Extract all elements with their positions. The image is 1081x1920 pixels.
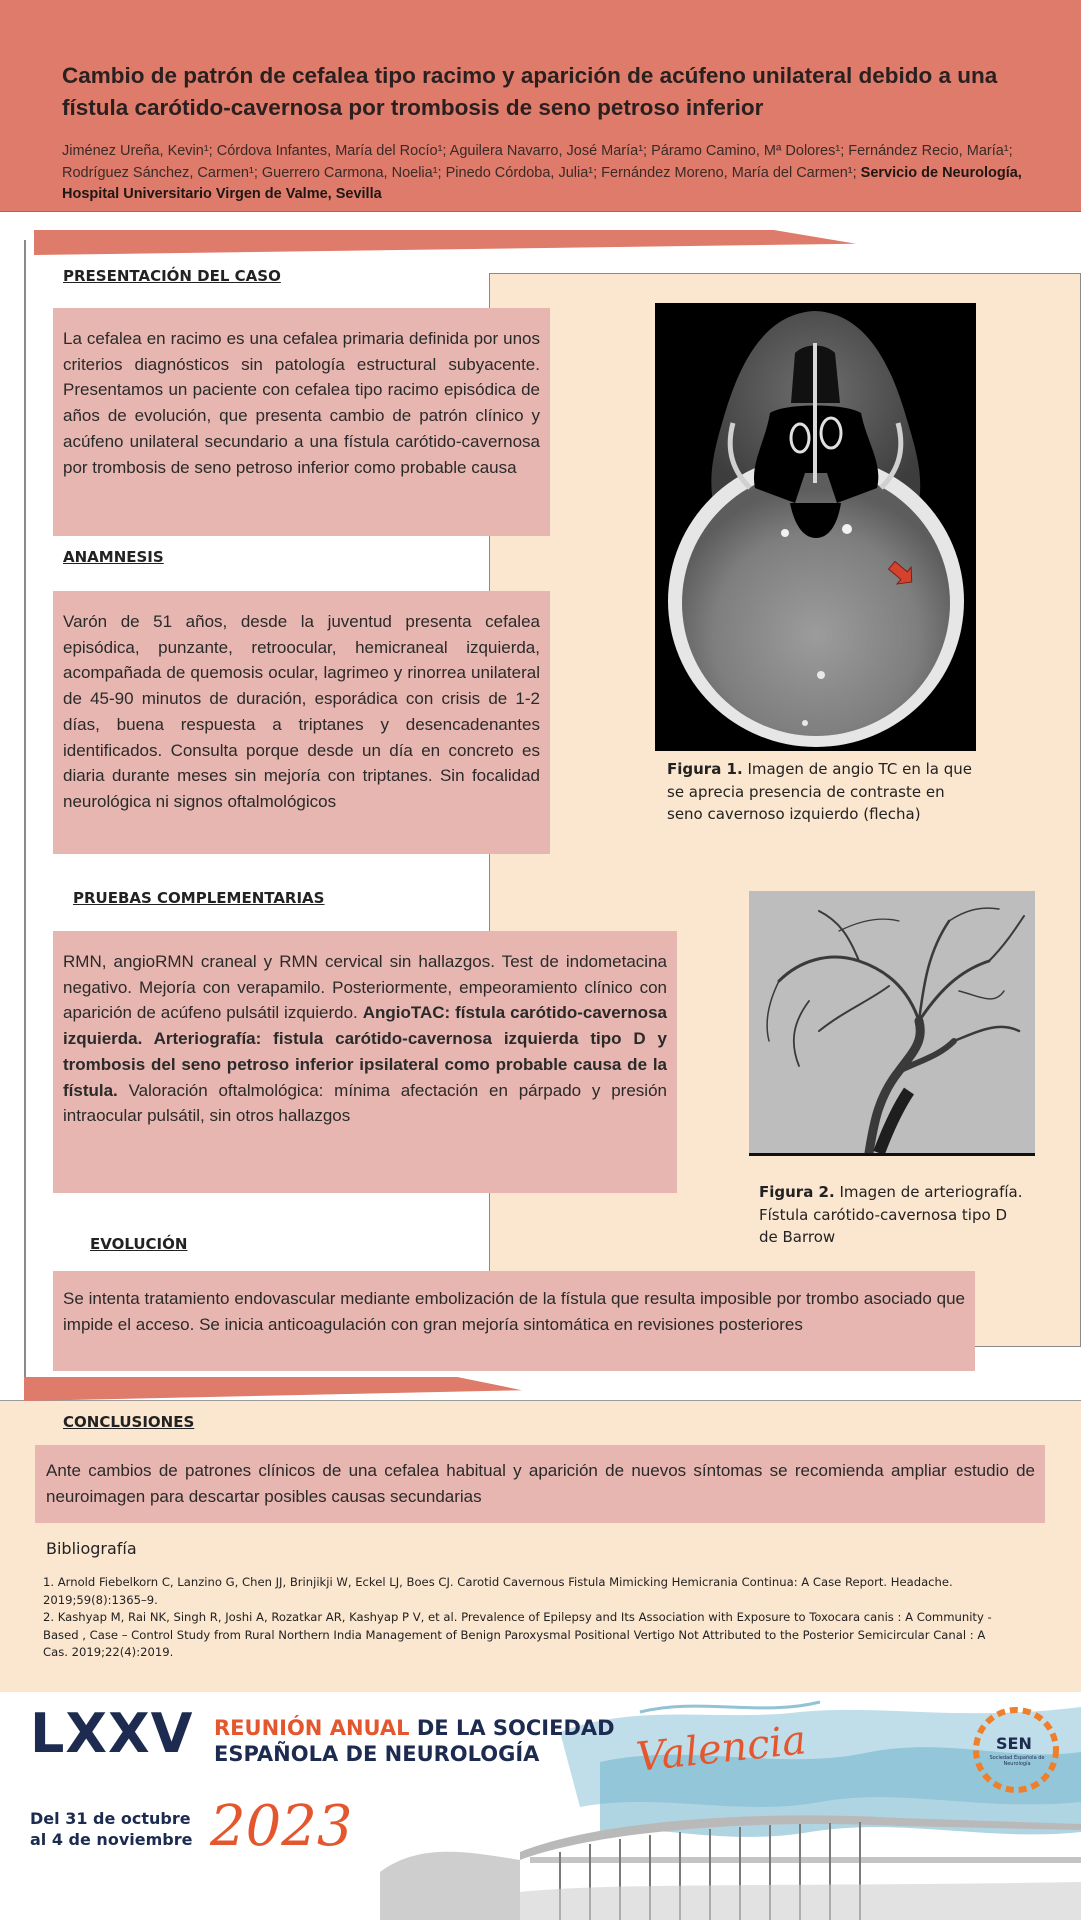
pruebas-text-2: Valoración oftalmológica: mínima afectación en párpado y presión intraocular pulsátil, sin otros hallazgos bbox=[63, 1080, 667, 1126]
congress-year: 2023 bbox=[210, 1794, 353, 1859]
pruebas-text-1: RMN, angioRMN craneal y RMN cervical sin hallazgos. Test de indometacina negativo. Mejoría con verapamilo. Posteriormente, empeoramiento clínico con aparición de acúfeno pulsátil izquierdo. bbox=[63, 952, 667, 1023]
congress-line-1 bbox=[214, 1716, 615, 1740]
dates-line-2: al 4 de noviembre bbox=[30, 1830, 193, 1849]
reference-2: 2. Kashyap M, Rai NK, Singh R, Joshi A, Rozatkar AR, Kashyap P V, et al. Prevalence of Epilepsy and Its Association with Exposure to Toxocara canis : A Community - Based , Case – Control Study from Rural Northern India Management of Benign Paroxysmal Positional Vertigo Not Attributed to the Posterior Semicircular Canal : A Cas. 2019;22(4):2019. bbox=[43, 1610, 992, 1659]
heading-anamnesis: ANAMNESIS bbox=[63, 548, 164, 566]
arteriography-image bbox=[749, 891, 1035, 1153]
evolucion-box bbox=[53, 1271, 975, 1371]
congress-line-1-orange: REUNIÓN ANUAL bbox=[214, 1716, 410, 1740]
heading-conclusiones: CONCLUSIONES bbox=[63, 1413, 195, 1431]
figure-1-label: Figura 1. bbox=[667, 760, 743, 778]
authors-text: Jiménez Ureña, Kevin¹; Córdova Infantes, María del Rocío¹; Aguilera Navarro, José María¹; Páramo Camino, Mª Dolores¹; Fernández Recio, María¹; Rodríguez Sánchez, Carmen¹; Guerrero Carmona, Noelia¹; Pinedo Córdoba, Julia¹; Fernández Moreno, María del Carmen¹; bbox=[62, 143, 1013, 181]
reference-1: 1. Arnold Fiebelkorn C, Lanzino G, Chen JJ, Brinjikji W, Eckel LJ, Boes CJ. Carotid Cavernous Fistula Mimicking Hemicrania Continua: A Case Report. Headache. 2019;59(8):1365–9. bbox=[43, 1575, 953, 1607]
figure-1-angio-ct bbox=[655, 303, 976, 751]
bibliography-title: Bibliografía bbox=[46, 1539, 137, 1558]
heading-presentacion: PRESENTACIÓN DEL CASO bbox=[63, 267, 281, 285]
roman-numeral: LXXV bbox=[30, 1702, 194, 1765]
anamnesis-text: Varón de 51 años, desde la juventud presenta cefalea episódica, punzante, retroocular, hemicraneal izquierda, acompañada de quemosis ocular, lagrimeo y rinorrea unilateral de 45-90 minutos de duración, esporádica con crisis de 1-2 días, buena respuesta a triptanes y desencadenantes identificados. Consulta porque desde un día en concreto es diaria durante meses sin mejoría con triptanes. Sin focalidad neurológica ni signos oftalmológicos bbox=[63, 612, 540, 811]
congress-city: Valencia bbox=[634, 1717, 809, 1781]
congress-banner bbox=[0, 1692, 1081, 1920]
section-arrow-bottom bbox=[24, 1377, 522, 1401]
conclusiones-box bbox=[35, 1445, 1045, 1523]
figure-1-caption bbox=[667, 758, 977, 826]
heading-evolucion: EVOLUCIÓN bbox=[90, 1235, 188, 1253]
presentacion-box bbox=[53, 308, 550, 536]
angio-ct-image bbox=[655, 303, 976, 751]
figure-2-arteriography bbox=[749, 891, 1035, 1156]
congress-line-1-navy: DE LA SOCIEDAD bbox=[409, 1716, 615, 1740]
evolucion-text: Se intenta tratamiento endovascular mediante embolización de la fístula que resulta imposible por trombo asociado que impide el acceso. Se inicia anticoagulación con gran mejoría sintomática en revisiones posteriores bbox=[63, 1289, 965, 1334]
pruebas-text bbox=[63, 949, 667, 1129]
affiliation: Servicio de Neurología, Hospital Universitario Virgen de Valme, Sevilla bbox=[62, 164, 1022, 202]
presentacion-text: La cefalea en racimo es una cefalea primaria definida por unos criterios diagnósticos sin patología estructural subyacente. Presentamos un paciente con cefalea tipo racimo episódica de años de evolución, que presenta cambio de patrón clínico y acúfeno unilateral secundario a una fístula carótido-cavernosa por trombosis de seno petroso inferior como probable causa bbox=[63, 329, 540, 477]
conclusiones-text: Ante cambios de patrones clínicos de una cefalea habitual y aparición de nuevos síntomas se recomienda ampliar estudio de neuroimagen para descartar posibles causas secundarias bbox=[46, 1461, 1035, 1506]
pruebas-box bbox=[53, 931, 677, 1193]
author-list bbox=[62, 141, 1022, 206]
figure-2-caption bbox=[759, 1181, 1027, 1249]
figure-2-label: Figura 2. bbox=[759, 1183, 835, 1201]
figure-1-caption-text: Imagen de angio TC en la que se aprecia presencia de contraste en seno cavernoso izquierdo (flecha) bbox=[667, 760, 972, 823]
section-arrow-top bbox=[34, 230, 856, 255]
heading-pruebas: PRUEBAS COMPLEMENTARIAS bbox=[73, 889, 325, 907]
anamnesis-box bbox=[53, 591, 550, 854]
sen-logo-subtitle: Sociedad Española de Neurología bbox=[989, 1755, 1045, 1767]
congress-line-2: ESPAÑOLA DE NEUROLOGÍA bbox=[214, 1742, 540, 1766]
pruebas-text-bold: AngioTAC: fístula carótido-cavernosa izquierda. Arteriografía: fistula carótido-cavernosa izquierda tipo D y trombosis del seno petroso inferior ipsilateral como probable causa de la fístula. bbox=[63, 1003, 667, 1100]
sen-logo: SEN bbox=[996, 1734, 1032, 1753]
left-frame-line bbox=[24, 240, 26, 1380]
congress-dates bbox=[30, 1808, 192, 1850]
figure-2-caption-text: Imagen de arteriografía. Fístula carótido-cavernosa tipo D de Barrow bbox=[759, 1183, 1023, 1246]
dates-line-1: Del 31 de octubre bbox=[30, 1809, 191, 1828]
poster-title: Cambio de patrón de cefalea tipo racimo y aparición de acúfeno unilateral debido a una fístula carótido-cavernosa por trombosis de seno petroso inferior bbox=[62, 63, 998, 120]
